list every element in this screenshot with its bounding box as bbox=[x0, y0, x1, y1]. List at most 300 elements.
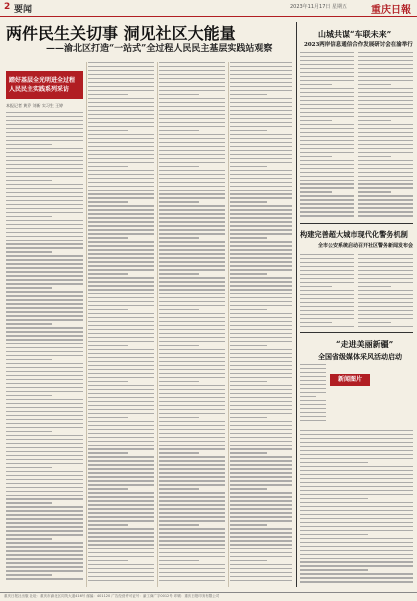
text-line bbox=[159, 528, 225, 529]
text-line bbox=[159, 193, 225, 194]
text-line bbox=[230, 313, 292, 314]
text-line bbox=[159, 516, 225, 517]
text-line bbox=[159, 349, 225, 350]
text-line bbox=[6, 387, 83, 388]
series-label-line2: 人民民主实践系列采访 bbox=[9, 86, 70, 93]
text-line bbox=[300, 120, 332, 121]
text-line bbox=[358, 298, 413, 299]
text-line bbox=[300, 530, 413, 531]
text-line bbox=[230, 317, 292, 318]
text-line bbox=[159, 580, 225, 581]
text-line bbox=[6, 379, 83, 380]
text-line bbox=[159, 213, 225, 214]
text-line bbox=[88, 138, 154, 139]
text-line bbox=[88, 464, 154, 465]
text-line bbox=[230, 221, 292, 222]
text-line bbox=[6, 538, 52, 539]
text-line bbox=[159, 540, 225, 541]
text-line bbox=[159, 441, 225, 442]
text-line bbox=[230, 448, 292, 449]
text-line bbox=[88, 369, 154, 370]
text-line bbox=[159, 158, 225, 159]
text-line bbox=[88, 193, 154, 194]
text-line bbox=[88, 110, 154, 111]
text-line bbox=[300, 412, 326, 413]
text-line bbox=[159, 118, 225, 119]
text-line bbox=[6, 220, 83, 221]
text-line bbox=[88, 480, 154, 481]
text-line bbox=[300, 364, 326, 365]
text-line bbox=[6, 160, 83, 161]
text-line bbox=[88, 205, 154, 206]
text-line bbox=[230, 540, 292, 541]
text-line bbox=[230, 261, 292, 262]
text-line bbox=[358, 108, 413, 109]
text-line bbox=[6, 487, 83, 488]
text-line bbox=[88, 293, 154, 294]
text-line bbox=[6, 275, 83, 276]
text-line bbox=[159, 321, 225, 322]
series-label-line1: 踏好基层全光明进全过程 bbox=[9, 77, 76, 84]
text-line bbox=[6, 180, 52, 181]
text-line bbox=[88, 544, 154, 545]
text-line bbox=[88, 66, 154, 67]
text-line bbox=[159, 496, 225, 497]
text-line bbox=[159, 142, 225, 143]
text-line bbox=[88, 456, 154, 457]
text-line bbox=[230, 98, 292, 99]
text-line bbox=[358, 262, 413, 263]
text-line bbox=[159, 285, 225, 286]
text-line bbox=[159, 305, 225, 306]
text-line bbox=[88, 512, 154, 513]
text-line bbox=[358, 104, 413, 105]
text-line bbox=[230, 309, 267, 310]
text-line bbox=[358, 68, 413, 69]
text-line bbox=[88, 552, 154, 553]
text-line bbox=[6, 116, 83, 117]
text-line bbox=[358, 290, 413, 291]
column-divider bbox=[296, 22, 297, 587]
text-line bbox=[159, 201, 199, 202]
text-line bbox=[300, 298, 354, 299]
text-line bbox=[88, 217, 154, 218]
text-line bbox=[88, 146, 154, 147]
text-line bbox=[358, 64, 413, 65]
text-line bbox=[230, 257, 292, 258]
text-line bbox=[300, 152, 354, 153]
text-line bbox=[159, 245, 225, 246]
text-line bbox=[300, 522, 413, 523]
text-line bbox=[6, 112, 83, 113]
text-line bbox=[6, 455, 83, 456]
text-line bbox=[358, 176, 413, 177]
text-line bbox=[230, 229, 292, 230]
text-line bbox=[230, 118, 292, 119]
text-line bbox=[88, 341, 154, 342]
text-line bbox=[230, 70, 292, 71]
text-line bbox=[300, 160, 354, 161]
text-line bbox=[88, 325, 154, 326]
series-label-box bbox=[6, 71, 83, 99]
story1-body-left bbox=[300, 52, 354, 220]
text-line bbox=[88, 580, 154, 581]
text-line bbox=[88, 277, 154, 278]
text-line bbox=[159, 556, 225, 557]
text-line bbox=[159, 114, 225, 115]
text-line bbox=[159, 289, 225, 290]
text-line bbox=[300, 282, 354, 283]
text-line bbox=[159, 369, 225, 370]
text-line bbox=[6, 375, 83, 376]
text-line bbox=[6, 124, 83, 125]
text-line bbox=[88, 122, 154, 123]
text-line bbox=[6, 132, 83, 133]
text-line bbox=[88, 576, 154, 577]
text-line bbox=[230, 134, 292, 135]
text-line bbox=[88, 62, 154, 63]
text-line bbox=[159, 225, 225, 226]
text-line bbox=[358, 266, 413, 267]
text-line bbox=[159, 417, 199, 418]
photo-caption-text bbox=[300, 430, 413, 587]
text-line bbox=[300, 80, 354, 81]
footer-text: 重庆日报社出版 社址：重庆市渝北区同茂大道416号 邮编：401120 广告经营许可证号：渝工商广字0012号 印刷：重庆日报印务有限公司 bbox=[4, 594, 220, 598]
text-line bbox=[230, 150, 292, 151]
text-line bbox=[358, 132, 413, 133]
text-line bbox=[230, 94, 267, 95]
text-line bbox=[300, 64, 354, 65]
text-line bbox=[88, 150, 154, 151]
text-line bbox=[159, 94, 199, 95]
text-line bbox=[88, 241, 154, 242]
text-line bbox=[6, 530, 83, 531]
text-line bbox=[6, 431, 52, 432]
text-line bbox=[230, 504, 292, 505]
text-line bbox=[6, 339, 83, 340]
text-line bbox=[6, 287, 52, 288]
text-line bbox=[230, 190, 292, 191]
text-line bbox=[159, 353, 225, 354]
text-line bbox=[6, 570, 83, 571]
text-line bbox=[230, 273, 267, 274]
text-line bbox=[159, 524, 199, 525]
text-line bbox=[230, 405, 292, 406]
text-line bbox=[159, 520, 225, 521]
text-line bbox=[230, 512, 292, 513]
text-line bbox=[6, 463, 83, 464]
text-line bbox=[6, 295, 83, 296]
text-line bbox=[159, 74, 225, 75]
text-line bbox=[230, 333, 292, 334]
text-line bbox=[300, 482, 413, 483]
text-line bbox=[159, 82, 225, 83]
text-line bbox=[230, 90, 292, 91]
text-line bbox=[300, 140, 354, 141]
text-line bbox=[159, 190, 225, 191]
text-line bbox=[358, 310, 413, 311]
text-line bbox=[300, 518, 413, 519]
text-line bbox=[88, 221, 154, 222]
text-line bbox=[159, 110, 225, 111]
text-line bbox=[88, 433, 154, 434]
text-line bbox=[6, 323, 52, 324]
text-line bbox=[230, 389, 292, 390]
text-line bbox=[300, 124, 354, 125]
text-line bbox=[230, 572, 292, 573]
text-line bbox=[159, 209, 225, 210]
text-line bbox=[300, 302, 354, 303]
text-line bbox=[159, 488, 199, 489]
text-line bbox=[230, 425, 292, 426]
text-line bbox=[230, 233, 292, 234]
text-line bbox=[6, 542, 83, 543]
text-line bbox=[6, 204, 83, 205]
text-line bbox=[300, 52, 354, 53]
text-line bbox=[88, 365, 154, 366]
text-line bbox=[88, 186, 154, 187]
text-line bbox=[159, 325, 225, 326]
text-line bbox=[300, 478, 413, 479]
text-line bbox=[159, 162, 225, 163]
text-line bbox=[159, 233, 225, 234]
text-line bbox=[358, 136, 413, 137]
text-line bbox=[88, 102, 154, 103]
text-line bbox=[159, 257, 225, 258]
text-line bbox=[88, 134, 154, 135]
text-line bbox=[300, 318, 354, 319]
text-line bbox=[159, 532, 225, 533]
text-line bbox=[230, 62, 292, 63]
text-line bbox=[6, 184, 83, 185]
text-line bbox=[159, 413, 225, 414]
text-line bbox=[159, 572, 225, 573]
text-line bbox=[358, 314, 413, 315]
text-line bbox=[230, 385, 292, 386]
text-line bbox=[6, 255, 83, 256]
text-line bbox=[230, 516, 292, 517]
text-line bbox=[159, 329, 225, 330]
text-line bbox=[6, 475, 83, 476]
text-line bbox=[88, 548, 154, 549]
text-line bbox=[230, 245, 292, 246]
text-line bbox=[159, 341, 225, 342]
text-line bbox=[358, 294, 413, 295]
text-line bbox=[88, 476, 154, 477]
text-line bbox=[300, 306, 354, 307]
text-line bbox=[300, 187, 354, 188]
text-line bbox=[159, 166, 199, 167]
text-line bbox=[159, 277, 225, 278]
text-line bbox=[159, 174, 225, 175]
story3-subheadline: 全国省级媒体采风活动启动 bbox=[318, 352, 402, 361]
text-line bbox=[88, 536, 154, 537]
text-line bbox=[159, 472, 225, 473]
text-line bbox=[230, 357, 292, 358]
text-line bbox=[230, 193, 292, 194]
text-line bbox=[159, 90, 225, 91]
column-divider bbox=[86, 62, 87, 587]
text-line bbox=[88, 273, 128, 274]
text-line bbox=[230, 162, 292, 163]
text-line bbox=[300, 76, 354, 77]
text-line bbox=[88, 94, 128, 95]
text-line bbox=[88, 90, 154, 91]
text-line bbox=[358, 191, 391, 192]
text-line bbox=[6, 200, 83, 201]
text-line bbox=[6, 232, 83, 233]
text-line bbox=[6, 311, 83, 312]
text-line bbox=[230, 122, 292, 123]
text-line bbox=[88, 233, 154, 234]
text-line bbox=[300, 561, 413, 562]
text-line bbox=[6, 355, 83, 356]
text-line bbox=[230, 341, 292, 342]
text-line bbox=[6, 327, 83, 328]
text-line bbox=[88, 269, 154, 270]
text-line bbox=[230, 464, 292, 465]
text-line bbox=[159, 536, 225, 537]
text-line bbox=[300, 195, 354, 196]
text-line bbox=[88, 445, 154, 446]
text-line bbox=[88, 333, 154, 334]
text-line bbox=[300, 396, 316, 397]
text-line bbox=[159, 560, 199, 561]
text-line bbox=[230, 293, 292, 294]
text-line bbox=[358, 322, 391, 323]
text-line bbox=[230, 126, 292, 127]
text-line bbox=[230, 106, 292, 107]
text-line bbox=[159, 78, 225, 79]
text-line bbox=[230, 289, 292, 290]
text-line bbox=[230, 297, 292, 298]
text-line bbox=[300, 172, 354, 173]
text-line bbox=[300, 408, 326, 409]
text-line bbox=[358, 56, 413, 57]
text-line bbox=[358, 207, 413, 208]
text-line bbox=[230, 532, 292, 533]
text-line bbox=[230, 548, 292, 549]
text-line bbox=[230, 353, 292, 354]
text-line bbox=[159, 102, 225, 103]
text-line bbox=[159, 480, 225, 481]
text-line bbox=[300, 404, 326, 405]
text-line bbox=[230, 433, 292, 434]
text-line bbox=[230, 460, 292, 461]
text-line bbox=[300, 215, 354, 216]
text-line bbox=[300, 176, 354, 177]
text-line bbox=[6, 383, 83, 384]
text-line bbox=[159, 389, 225, 390]
text-line bbox=[159, 269, 225, 270]
story3-headline: “走进美丽新疆” bbox=[336, 339, 394, 349]
text-line bbox=[230, 437, 292, 438]
text-line bbox=[88, 249, 154, 250]
text-line bbox=[230, 373, 292, 374]
text-line bbox=[300, 470, 413, 471]
text-line bbox=[159, 568, 225, 569]
text-line bbox=[300, 454, 413, 455]
text-line bbox=[358, 168, 413, 169]
text-line bbox=[230, 329, 292, 330]
text-line bbox=[230, 154, 292, 155]
text-line bbox=[230, 337, 292, 338]
text-line bbox=[159, 552, 225, 553]
text-line bbox=[88, 524, 128, 525]
text-line bbox=[230, 508, 292, 509]
text-line bbox=[300, 116, 354, 117]
story1-body-right bbox=[358, 52, 413, 220]
text-line bbox=[6, 558, 83, 559]
story2-headline: 构建完善超大城市现代化警务机制 bbox=[300, 230, 408, 239]
text-line bbox=[88, 209, 154, 210]
text-line bbox=[88, 225, 154, 226]
text-line bbox=[88, 417, 128, 418]
text-line bbox=[159, 361, 225, 362]
main-headline: 两件民生关切事 洞见社区大能量 bbox=[6, 24, 236, 43]
text-line bbox=[358, 156, 391, 157]
column-divider bbox=[157, 62, 158, 587]
text-line bbox=[88, 305, 154, 306]
text-line bbox=[358, 203, 413, 204]
issue-date: 2023年11月17日 星期五 bbox=[289, 4, 347, 10]
text-line bbox=[6, 518, 83, 519]
text-line bbox=[300, 446, 413, 447]
text-line bbox=[6, 403, 83, 404]
text-line bbox=[88, 532, 154, 533]
text-line bbox=[230, 138, 292, 139]
text-line bbox=[358, 148, 413, 149]
text-line bbox=[358, 211, 413, 212]
text-line bbox=[159, 98, 225, 99]
text-line bbox=[230, 564, 292, 565]
text-line bbox=[88, 309, 128, 310]
text-line bbox=[230, 345, 267, 346]
text-line bbox=[159, 134, 225, 135]
text-line bbox=[230, 182, 292, 183]
text-line bbox=[300, 183, 354, 184]
text-line bbox=[88, 118, 154, 119]
text-line bbox=[230, 301, 292, 302]
text-line bbox=[230, 409, 292, 410]
text-line bbox=[159, 186, 225, 187]
text-line bbox=[6, 498, 83, 499]
text-line bbox=[159, 241, 225, 242]
text-line bbox=[300, 100, 354, 101]
text-line bbox=[88, 504, 154, 505]
text-line bbox=[230, 413, 292, 414]
text-line bbox=[230, 484, 292, 485]
text-line bbox=[358, 112, 413, 113]
text-line bbox=[6, 243, 83, 244]
text-line bbox=[6, 307, 83, 308]
text-line bbox=[159, 508, 225, 509]
text-line bbox=[358, 326, 413, 327]
text-line bbox=[230, 82, 292, 83]
text-line bbox=[88, 405, 154, 406]
text-line bbox=[230, 166, 267, 167]
text-line bbox=[6, 522, 83, 523]
text-line bbox=[88, 452, 128, 453]
text-line bbox=[300, 384, 326, 385]
text-line bbox=[88, 213, 154, 214]
text-line bbox=[6, 395, 52, 396]
text-line bbox=[230, 528, 292, 529]
text-line bbox=[159, 492, 225, 493]
text-line bbox=[6, 279, 83, 280]
text-line bbox=[6, 136, 83, 137]
text-line bbox=[230, 205, 292, 206]
